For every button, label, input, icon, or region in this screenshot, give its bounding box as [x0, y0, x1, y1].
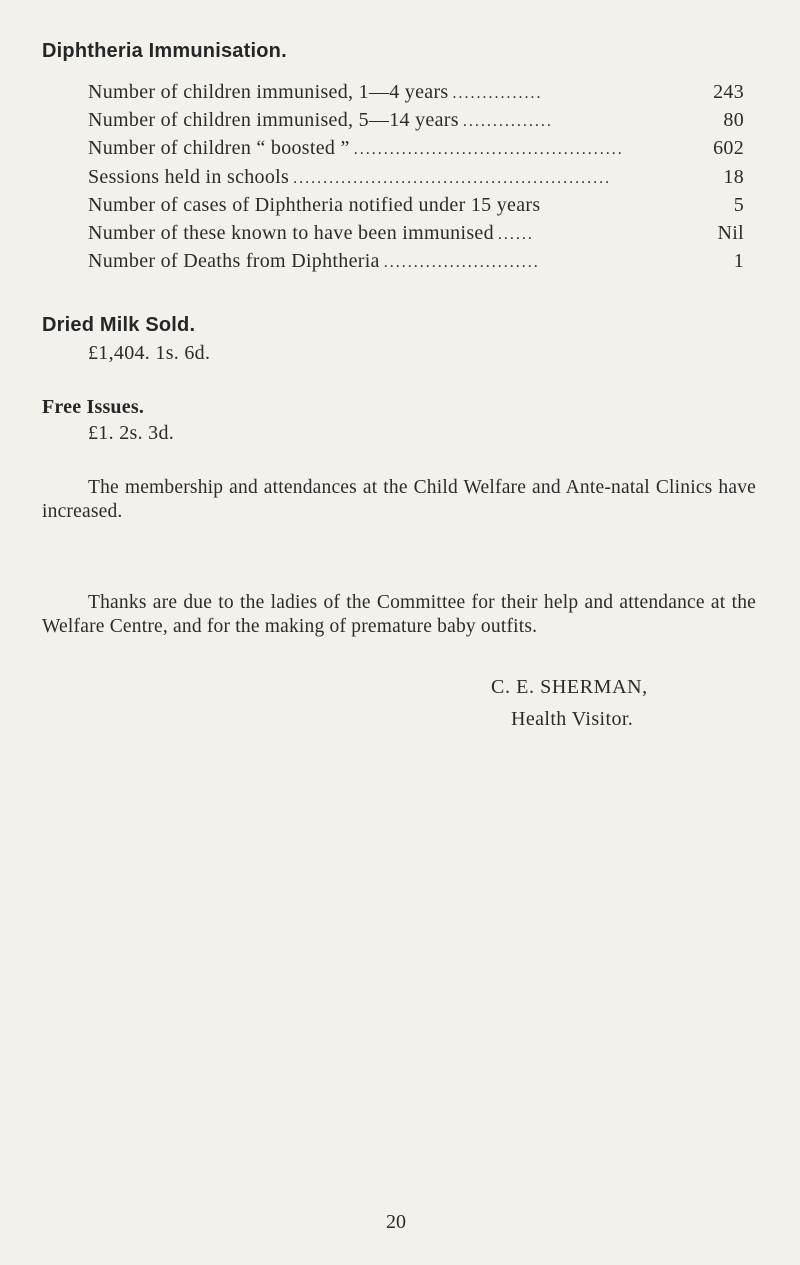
stat-label: Number of children “ boosted ”	[88, 137, 350, 160]
free-issues-amount: £1. 2s. 3d.	[88, 422, 175, 444]
stat-value: 243	[713, 81, 744, 103]
page-number: 20	[386, 1211, 406, 1233]
stat-label: Sessions held in schools	[88, 165, 290, 188]
signature-title: Health Visitor.	[511, 708, 634, 730]
dot-leader: .............................................	[353, 141, 624, 159]
stat-row-children-boosted	[88, 137, 744, 165]
stat-row-deaths	[88, 250, 744, 278]
dried-milk-amount: £1,404. 1s. 6d.	[88, 342, 211, 364]
stat-row-cases-notified	[88, 194, 744, 222]
stat-row-children-5-14	[88, 109, 744, 137]
dot-leader: .....................................................	[293, 169, 612, 187]
stat-value: Nil	[717, 221, 744, 244]
diphtheria-stats-list	[88, 81, 744, 278]
stat-label: Number of cases of Diphtheria notified under 15 years	[88, 193, 541, 216]
free-issues-heading: Free Issues.	[42, 396, 145, 418]
clinics-paragraph: The membership and attendances at the Child Welfare and Ante-natal Clinics have increased.	[42, 477, 756, 522]
dot-leader: ......	[497, 225, 534, 243]
dot-leader: ...............	[452, 85, 543, 102]
stat-label: Number of these known to have been immunised	[88, 221, 494, 244]
dried-milk-heading: Dried Milk Sold.	[42, 314, 196, 336]
dot-leader: ..........................	[383, 254, 540, 272]
stat-value: 602	[713, 137, 744, 160]
stat-value: 18	[723, 165, 744, 188]
stat-label: Number of Deaths from Diphtheria	[88, 250, 380, 273]
stat-label: Number of children immunised, 5—14 years	[88, 109, 459, 132]
dot-leader: ...............	[462, 113, 553, 131]
stat-value: 80	[723, 109, 744, 132]
stat-row-known-immunised	[88, 222, 744, 250]
signature-name: C. E. SHERMAN,	[491, 676, 648, 698]
stat-row-children-1-4	[88, 81, 744, 109]
stat-label: Number of children immunised, 1—4 years	[88, 81, 449, 103]
stat-value: 1	[733, 250, 744, 273]
diphtheria-heading: Diphtheria Immunisation.	[42, 40, 287, 62]
stat-value: 5	[733, 193, 744, 216]
stat-row-school-sessions	[88, 166, 744, 194]
thanks-paragraph: Thanks are due to the ladies of the Committee for their help and attendance at the Welfare Centre, and for the making of premature baby outfits.	[42, 592, 756, 637]
